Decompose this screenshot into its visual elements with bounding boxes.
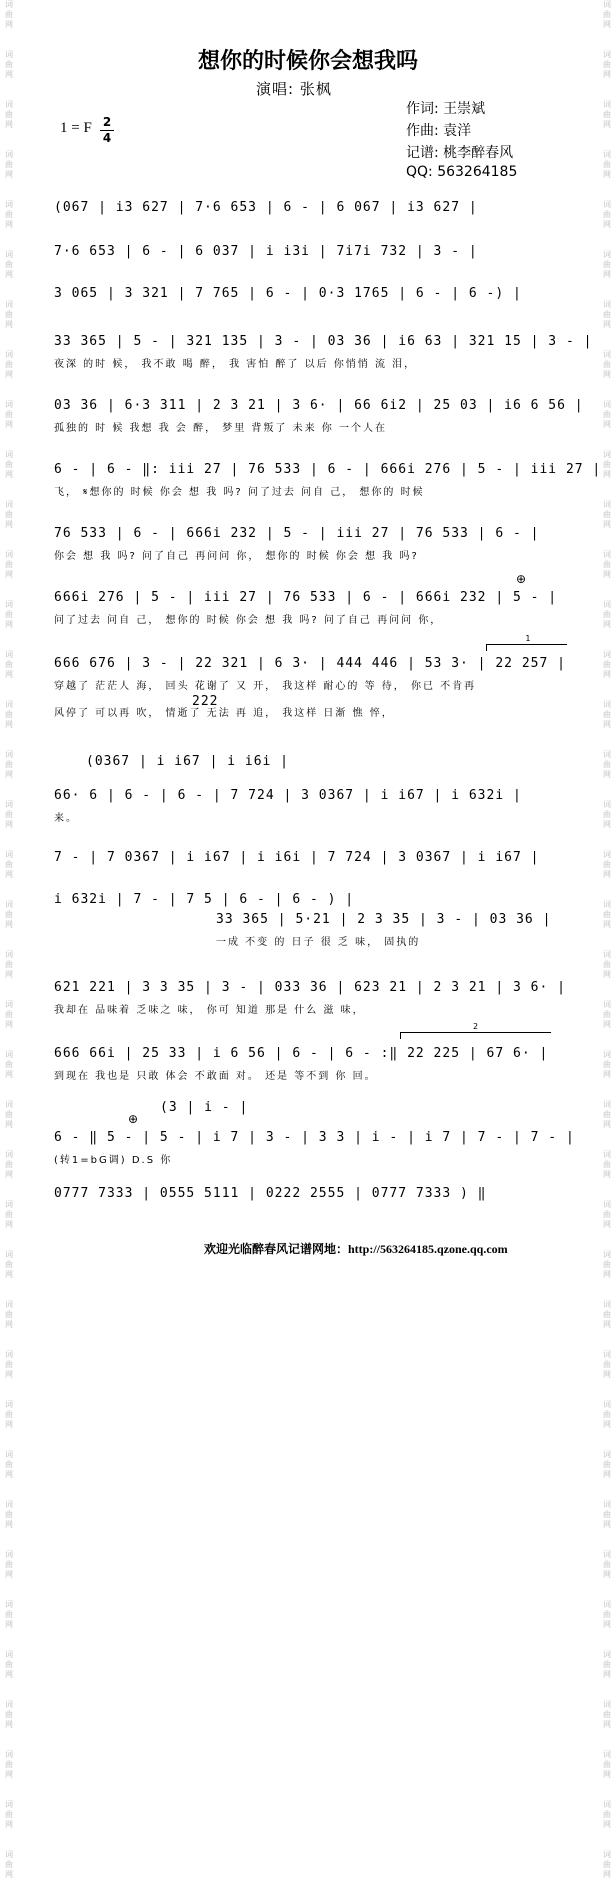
coda-sign-2: ⊕ bbox=[128, 1112, 139, 1126]
notation-line: 0777 7333 | 0555 5111 | 0222 2555 | 0777 7333 ) ‖ bbox=[54, 1186, 487, 1201]
notation-line: 33 365 | 5 - | 321 135 | 3 - | 03 36 | i6 63 | 321 15 | 3 - | bbox=[54, 334, 593, 349]
modulation-upper-notes: (3 | i - | bbox=[160, 1100, 249, 1115]
notation-line: 66· 6 | 6 - | 6 - | 7 724 | 3 0367 | i i67 | i 632i | bbox=[54, 788, 522, 803]
lyric-line: 到现在 我也是 只敢 体会 不敢面 对。 还是 等不到 你 回。 bbox=[54, 1071, 377, 1082]
notation-line: 666 676 | 3 - | 22 321 | 6 3· | 444 446 | 53 3· | 22 257 | bbox=[54, 656, 566, 671]
notation-line: 7 - | 7 0367 | i i67 | i i6i | 7 724 | 3 0367 | i i67 | bbox=[54, 850, 540, 865]
notation-line: 3 065 | 3 321 | 7 765 | 6 - | 0·3 1765 | 6 - | 6 -) | bbox=[54, 286, 522, 301]
notation-line: 03 36 | 6·3 311 | 2 3 21 | 3 6· | 66 6i2 | 25 03 | i6 6 56 | bbox=[54, 398, 584, 413]
lyric-line: 孤独的 时 候 我想 我 会 醉， 梦里 背叛了 未来 你 一个人在 bbox=[54, 423, 387, 434]
volta-number: 1 bbox=[525, 634, 531, 643]
lyric-line: (转1=bG调) D.S 你 bbox=[54, 1155, 173, 1166]
score-system-2 bbox=[54, 244, 574, 259]
notation-line: 33 365 | 5·21 | 2 3 35 | 3 - | 03 36 | bbox=[216, 912, 552, 927]
song-title: 想你的时候你会想我吗 bbox=[197, 49, 418, 74]
meter-bottom: 4 bbox=[102, 131, 112, 145]
score-system-1 bbox=[54, 200, 574, 215]
score-system-7 bbox=[54, 526, 574, 562]
volta-bracket-2 bbox=[400, 1022, 551, 1039]
lyric-line: 飞， 𝄋想你的 时候 你会 想 我 吗? 问了过去 问自 己， 想你的 时候 bbox=[54, 487, 425, 498]
footer-website-text: 欢迎光临醉春风记谱网地：http://563264185.qzone.qq.com bbox=[204, 1242, 508, 1256]
notation-line: 6 - | 6 - ‖: iii 27 | 76 533 | 6 - | 666i 276 | 5 - | iii 27 | bbox=[54, 462, 602, 477]
score-system-15 bbox=[54, 1046, 574, 1082]
lyric-line: 来。 bbox=[54, 813, 78, 824]
lyric-line-second-verse: 风停了 可以再 吹， 情逝了 无法 再 追， 我这样 日渐 憔 悴， bbox=[54, 708, 394, 719]
notation-line: 6 - ‖ 5 - | 5 - | i 7 | 3 - | 3 3 | i - | i 7 | 7 - | 7 - | bbox=[54, 1130, 575, 1145]
credits-block bbox=[406, 98, 517, 186]
score-system-16 bbox=[54, 1130, 574, 1166]
volta-number: 2 bbox=[473, 1022, 479, 1031]
alternate-notes: 222 bbox=[192, 694, 219, 709]
score-system-8 bbox=[54, 590, 574, 626]
lyric-line: 问了过去 问自 己， 想你的 时候 你会 想 我 吗? 问了自己 再问问 你， bbox=[54, 615, 443, 626]
transcriber-credit: 记谱: 桃李醉春风 bbox=[406, 145, 514, 161]
lyric-line: 一成 不变 的 日子 很 乏 味， 固执的 bbox=[216, 937, 421, 948]
volta-bracket-1 bbox=[486, 634, 567, 651]
composer-credit: 作曲: 袁洋 bbox=[406, 123, 472, 139]
notation-line: 621 221 | 3 3 35 | 3 - | 033 36 | 623 21 | 2 3 21 | 3 6· | bbox=[54, 980, 566, 995]
notation-line: (067 | i3 627 | 7·6 653 | 6 - | 6 067 | i3 627 | bbox=[54, 200, 478, 215]
time-signature bbox=[100, 116, 114, 145]
score-system-13 bbox=[216, 912, 576, 948]
notation-line: 666i 276 | 5 - | iii 27 | 76 533 | 6 - | 666i 232 | 5 - | bbox=[54, 590, 558, 605]
notation-line: 76 533 | 6 - | 666i 232 | 5 - | iii 27 | 76 533 | 6 - | bbox=[54, 526, 540, 541]
lyricist-credit: 作词: 王崇斌 bbox=[406, 101, 486, 117]
singer-credit: 演唱: 张枫 bbox=[256, 80, 332, 98]
watermark-strip-right: 词 曲 网 词 曲 网 词 曲 网 词 曲 网 词 曲 网 词 曲 网 词 曲 网 词 曲 网 词 曲 网 词 曲 网 词 曲 网 词 曲 网 词 曲 网 词 曲 网 词 曲 网 词 曲 网 词 曲 网 词 曲 网 词 曲 网 词 曲 网 词 曲 网 词 曲 网 词 曲 网 词 曲 网 词 曲 网 词 曲 网 词 曲 网 词 曲 网 词 曲 网 词 曲 网 词 曲 网 词 曲 网 词 曲 网 词 曲 网 词 曲 网 词 曲 网 词 曲 网 词 曲 网 bbox=[603, 0, 611, 1879]
meter-top: 2 bbox=[102, 115, 112, 129]
score-system-5 bbox=[54, 398, 584, 434]
score-system-14 bbox=[54, 980, 574, 1016]
intro-upper-notes: (0367 | i i67 | i i6i | bbox=[86, 754, 290, 769]
lyric-line: 夜深 的时 候， 我不敢 喝 醉， 我 害怕 醉了 以后 你悄悄 流 泪， bbox=[54, 359, 417, 370]
qq-credit: QQ: 563264185 bbox=[406, 164, 518, 180]
lyric-line: 穿越了 茫茫人 海， 回头 花谢了 又 开， 我这样 耐心的 等 待， 你已 不肯再 bbox=[54, 681, 477, 692]
score-system-3 bbox=[54, 286, 574, 301]
watermark-strip-left: 词 曲 网 词 曲 网 词 曲 网 词 曲 网 词 曲 网 词 曲 网 词 曲 网 词 曲 网 词 曲 网 词 曲 网 词 曲 网 词 曲 网 词 曲 网 词 曲 网 词 曲 网 词 曲 网 词 曲 网 词 曲 网 词 曲 网 词 曲 网 词 曲 网 词 曲 网 词 曲 网 词 曲 网 词 曲 网 词 曲 网 词 曲 网 词 曲 网 词 曲 网 词 曲 网 词 曲 网 词 曲 网 词 曲 网 词 曲 网 词 曲 网 词 曲 网 词 曲 网 词 曲 网 bbox=[5, 0, 13, 1879]
score-system-6 bbox=[54, 462, 602, 498]
score-system-17 bbox=[54, 1186, 574, 1201]
notation-line: 666 66i | 25 33 | i 6 56 | 6 - | 6 - :‖ 22 225 | 67 6· | bbox=[54, 1046, 549, 1061]
lyric-line: 我却在 品味着 乏味之 味， 你可 知道 那是 什么 滋 味， bbox=[54, 1005, 365, 1016]
score-system-10 bbox=[54, 788, 574, 824]
score-system-12 bbox=[54, 892, 574, 907]
score-system-9 bbox=[54, 656, 574, 719]
score-system-4 bbox=[54, 334, 593, 370]
coda-sign: ⊕ bbox=[516, 572, 527, 586]
score-system-11 bbox=[54, 850, 574, 865]
notation-line: i 632i | 7 - | 7 5 | 6 - | 6 - ) | bbox=[54, 892, 355, 907]
lyric-line: 你会 想 我 吗? 问了自己 再问问 你， 想你的 时候 你会 想 我 吗? bbox=[54, 551, 419, 562]
notation-line: 7·6 653 | 6 - | 6 037 | i i3i | 7i7i 732 | 3 - | bbox=[54, 244, 478, 259]
key-signature: 1 = F bbox=[60, 120, 92, 136]
